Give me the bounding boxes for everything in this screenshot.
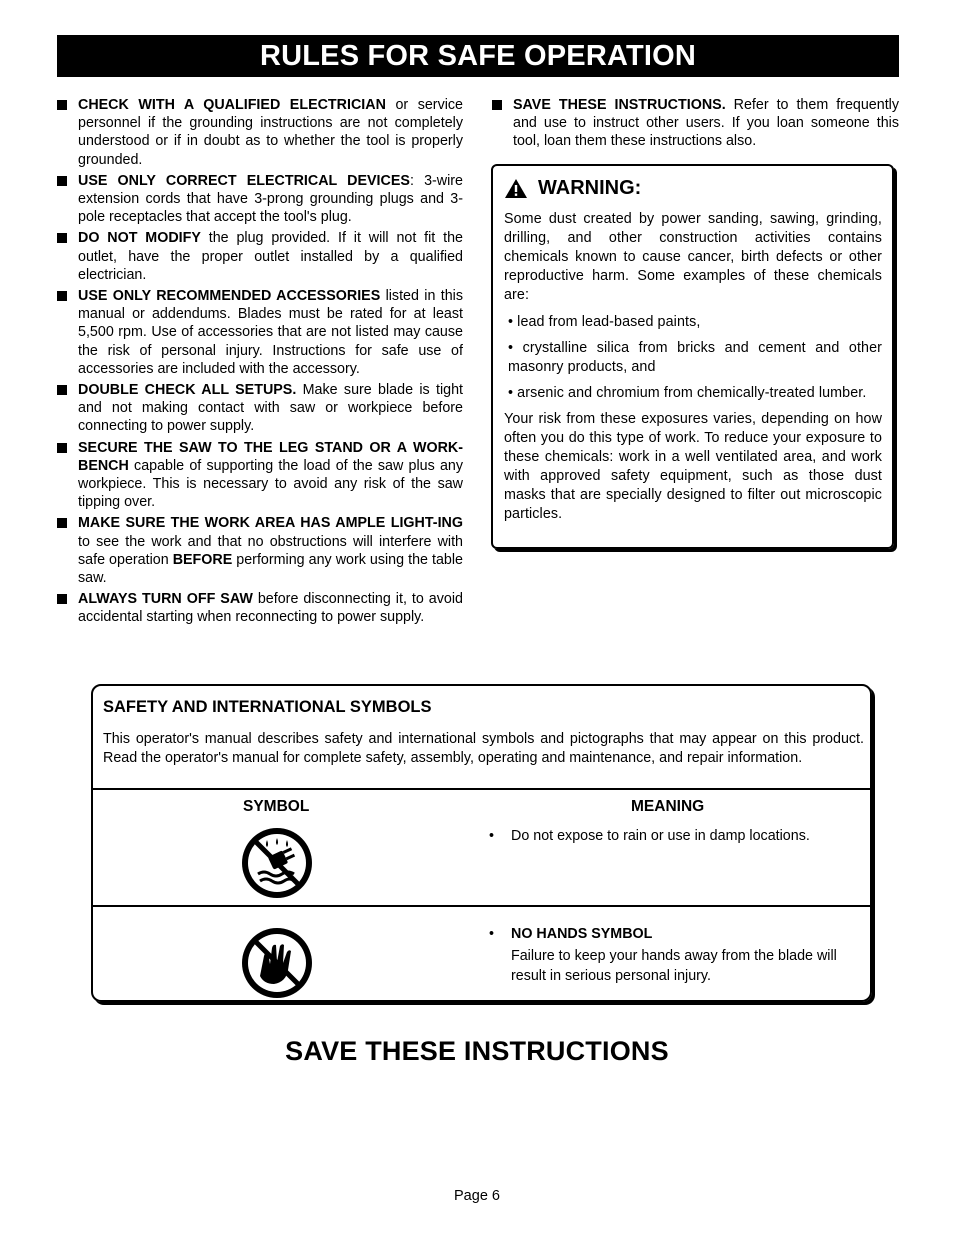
rule-heading: DOUBLE CHECK ALL SETUPS. <box>78 382 297 399</box>
square-bullet-icon <box>57 291 67 301</box>
save-instructions-title: SAVE THESE INSTRUCTIONS <box>285 1036 669 1066</box>
rule-heading: MAKE SURE THE WORK AREA HAS AMPLE LIGHT-ING <box>78 515 463 532</box>
rule-heading: USE ONLY RECOMMENDED ACCESSORIES <box>78 288 381 305</box>
warning-triangle-icon <box>504 178 528 199</box>
square-bullet-icon <box>57 385 67 395</box>
square-bullet-icon <box>57 443 67 453</box>
rule-item <box>492 96 899 151</box>
rule-heading: USE ONLY CORRECT ELECTRICAL DEVICES <box>78 172 410 189</box>
warning-box <box>491 164 894 549</box>
square-bullet-icon <box>57 594 67 604</box>
warning-bullet: • lead from lead-based paints, <box>508 314 701 330</box>
safety-rules-left-column <box>57 96 463 630</box>
meaning-text: Do not expose to rain or use in damp locations. <box>511 828 810 844</box>
rule-text: listed in this manual or addendums. Blades must be rated for at least 5,500 rpm. Use of accessories that are not listed may cause the risk of personal injury. Instructions for safe use of accessories are included with the accessory. <box>78 288 463 377</box>
rule-emphasis: BEFORE <box>172 551 233 568</box>
warning-bullet: • crystalline silica from bricks and cement and other masonry products, and <box>508 340 882 375</box>
symbols-box <box>91 684 872 1002</box>
no-hands-icon <box>240 926 314 1000</box>
warning-title: WARNING: <box>538 176 642 199</box>
meaning-heading: NO HANDS SYMBOL <box>511 926 653 942</box>
meaning-text: Failure to keep your hands away from the blade will result in serious personal injury. <box>511 948 837 984</box>
rule-heading: SECURE THE SAW TO THE LEG STAND OR A WORK-BENCH <box>78 439 463 474</box>
rule-text: to see the work and that no obstructions will interfere with safe operation <box>78 533 463 568</box>
rule-text: capable of supporting the load of the saw plus any workpiece. This is necessary to avoid any risk of the saw tipping over. <box>78 457 463 511</box>
rule-text: performing any work using the table saw. <box>78 551 463 587</box>
square-bullet-icon <box>57 518 67 528</box>
warning-header <box>504 174 882 202</box>
warning-bullet: • arsenic and chromium from chemically-treated lumber. <box>508 385 867 401</box>
rule-item <box>57 229 463 284</box>
rule-item <box>57 439 463 512</box>
rule-item <box>57 590 463 626</box>
square-bullet-icon <box>492 100 502 110</box>
rule-heading: SAVE THESE INSTRUCTIONS. <box>513 97 726 113</box>
rule-item <box>57 96 463 169</box>
rule-text: : 3-wire extension cords that have 3-prong grounding plugs and 3-pole receptacles that accept the tool's plug. <box>78 172 463 226</box>
symbols-title: SAFETY AND INTERNATIONAL SYMBOLS <box>103 698 432 716</box>
column-header-symbol: SYMBOL <box>243 798 310 815</box>
rule-item <box>57 381 463 436</box>
rule-item <box>57 287 463 378</box>
rule-text: before disconnecting it, to avoid accidental starting when reconnecting to power supply. <box>78 591 463 626</box>
page-banner-title: RULES FOR SAFE OPERATION <box>57 35 899 77</box>
warning-closing: Your risk from these exposures varies, depending on how often you do this type of work. To reduce your exposure to these chemicals: work in a well ventilated area, and work with approved safety equipment, such as those dust masks that are specially designed to filter out microscopic particles. <box>504 411 882 522</box>
page-number: Page 6 <box>454 1188 500 1204</box>
rule-item <box>57 514 463 587</box>
rule-text: Refer to them frequently and use to instruct other users. If you loan someone this tool, loan them these instructions also. <box>513 97 899 150</box>
safety-rules-right-column <box>492 96 899 154</box>
symbols-intro: This operator's manual describes safety and international symbols and pictographs that may appear on this product. Read the operator's manual for complete safety, assembly, operating and maintenance, and repair information. <box>103 731 864 766</box>
meaning-item <box>489 826 869 846</box>
no-rain-damp-icon <box>240 826 314 900</box>
bullet-dot: • <box>489 828 495 844</box>
square-bullet-icon <box>57 100 67 110</box>
divider <box>93 905 870 907</box>
warning-intro: Some dust created by power sanding, sawing, grinding, drilling, and other construction activities contains chemicals known to cause cancer, birth defects or other reproductive harm. Some examples of these chemicals are: <box>504 211 882 303</box>
rule-heading: ALWAYS TURN OFF SAW <box>78 591 253 608</box>
column-header-meaning: MEANING <box>631 798 705 815</box>
rule-text: or service personnel if the grounding instructions are not completely understood or if in doubt as to whether the tool is properly grounded. <box>78 97 463 168</box>
meaning-item <box>489 924 869 986</box>
rule-text: the plug provided. If it will not fit the outlet, have the proper outlet installed by a qualified electrician. <box>78 230 463 283</box>
rule-heading: DO NOT MODIFY <box>78 230 201 247</box>
bullet-dot: • <box>489 926 495 942</box>
rule-item <box>57 172 463 227</box>
square-bullet-icon <box>57 233 67 243</box>
rule-heading: CHECK WITH A QUALIFIED ELECTRICIAN <box>78 97 386 113</box>
rule-text: Make sure blade is tight and not making contact with saw or workpiece before connecting to power supply. <box>78 382 463 435</box>
divider <box>93 788 870 790</box>
square-bullet-icon <box>57 176 67 186</box>
